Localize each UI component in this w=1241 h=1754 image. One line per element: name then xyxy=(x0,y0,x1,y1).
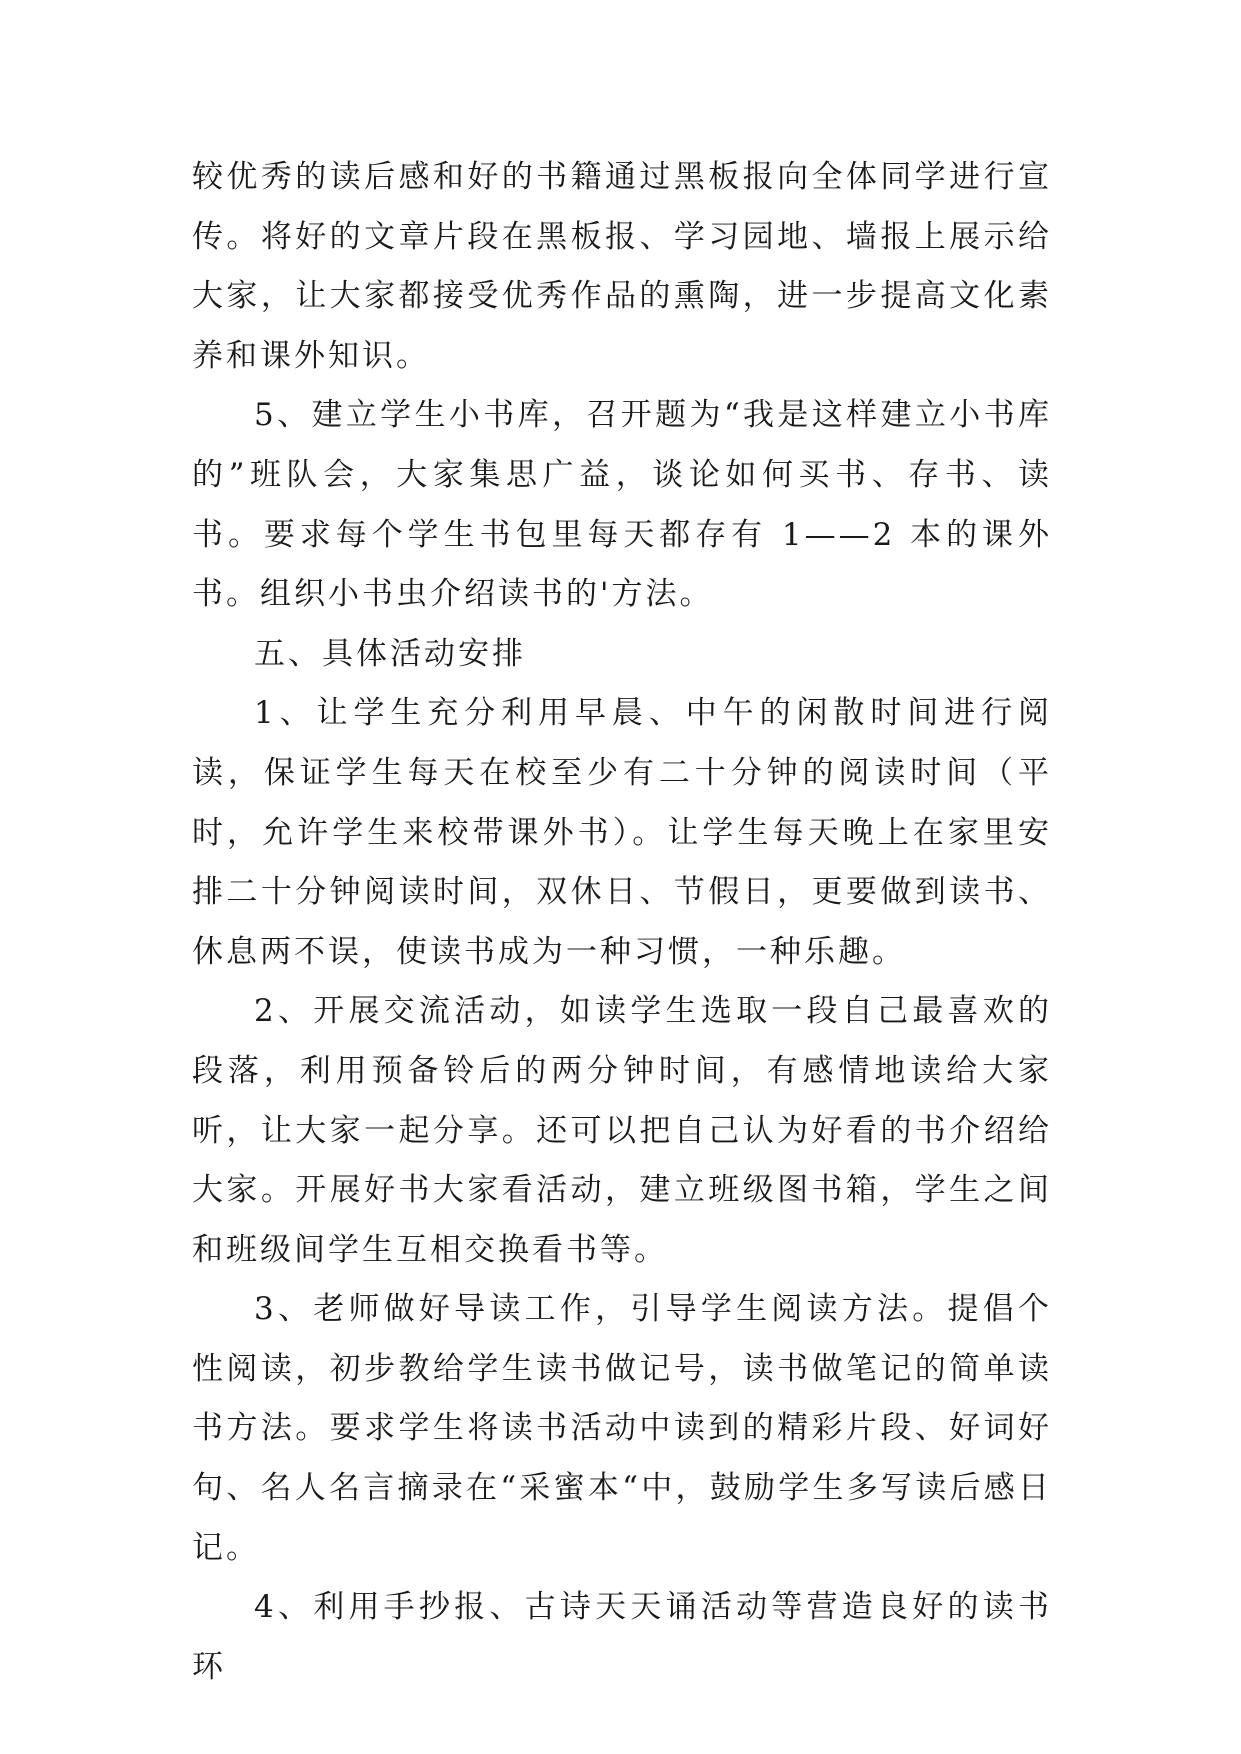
paragraph-item-2-exchange-activities: 2、开展交流活动，如读学生选取一段自己最喜欢的段落，利用预备铃后的两分钟时间，有感情地读给大家听，让大家一起分享。还可以把自己认为好看的书介绍给大家。开展好书大家看活动，建立班级图书箱，学生之间和班级间学生互相交换看书等。 xyxy=(192,993,1052,1268)
section-heading-activity-schedule: 五、具体活动安排 xyxy=(254,635,526,672)
document-body xyxy=(192,148,1052,1697)
paragraph-item-1-reading-time: 1、让学生充分利用早晨、中午的闲散时间进行阅读，保证学生每天在校至少有二十分钟的阅读时间（平时，允许学生来校带课外书）。让学生每天晚上在家里安排二十分钟阅读时间，双休日、节假日，更要做到读书、休息两不误，使读书成为一种习惯，一种乐趣。 xyxy=(192,695,1052,970)
paragraph-continuation: 较优秀的读后感和好的书籍通过黑板报向全体同学进行宣传。将好的文章片段在黑板报、学习园地、墙报上展示给大家，让大家都接受优秀作品的熏陶，进一步提高文化素养和课外知识。 xyxy=(192,159,1052,374)
paragraph-item-4-reading-environment: 4、利用手抄报、古诗天天诵活动等营造良好的读书环 xyxy=(192,1589,1052,1685)
paragraph-item-3-teacher-guidance: 3、老师做好导读工作，引导学生阅读方法。提倡个性阅读，初步教给学生读书做记号，读书做笔记的简单读书方法。要求学生将读书活动中读到的精彩片段、好词好句、名人名言摘录在“采蜜本“中，鼓励学生多写读后感日记。 xyxy=(192,1291,1052,1566)
paragraph-item-5-book-library: 5、建立学生小书库，召开题为“我是这样建立小书库的”班队会，大家集思广益，谈论如何买书、存书、读书。要求每个学生书包里每天都存有 1——2 本的课外书。组织小书虫介绍读书的'方法。 xyxy=(192,397,1052,613)
